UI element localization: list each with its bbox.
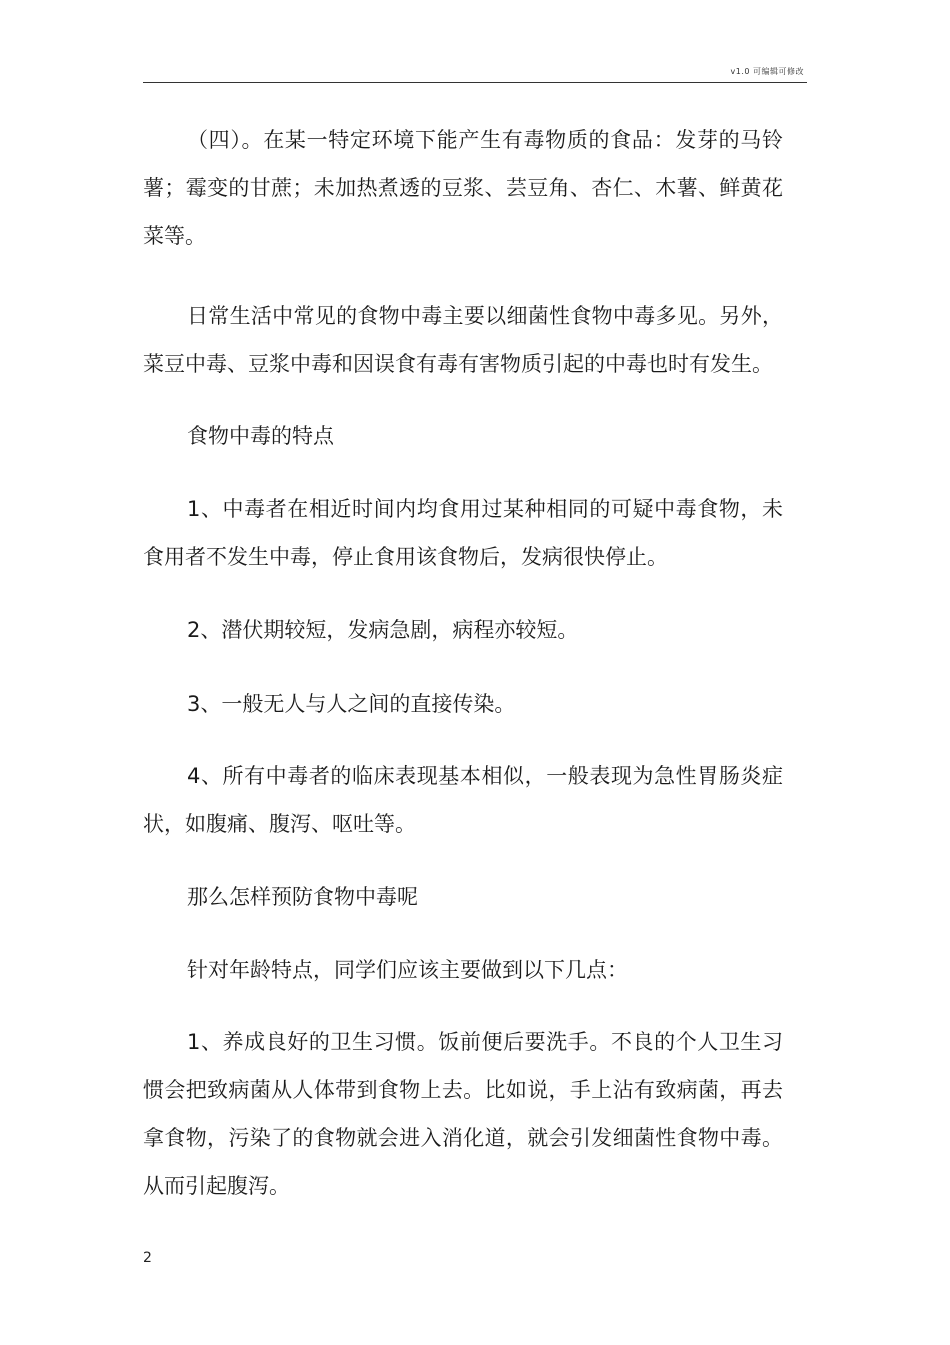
paragraph-prevention-intro: 针对年龄特点，同学们应该主要做到以下几点： xyxy=(187,958,628,982)
page-number: 2 xyxy=(143,1250,152,1266)
paragraph-common-poisoning: 日常生活中常见的食物中毒主要以细菌性食物中毒多见。另外，菜豆中毒、豆浆中毒和因误食有毒有害物质引起的中毒也时有发生。 xyxy=(143,304,783,376)
section-heading-prevention: 那么怎样预防食物中毒呢 xyxy=(187,885,418,909)
paragraph-toxic-foods: （四）。在某一特定环境下能产生有毒物质的食品：发芽的马铃薯；霉变的甘蔗；未加热煮透的豆浆、芸豆角、杏仁、木薯、鲜黄花菜等。 xyxy=(143,128,783,248)
list-item-prevention-1: 1、养成良好的卫生习惯。饭前便后要洗手。不良的个人卫生习惯会把致病菌从人体带到食物上去。比如说，手上沾有致病菌，再去拿食物，污染了的食物就会进入消化道，就会引发细菌性食物中毒。从而引起腹泻。 xyxy=(143,1030,783,1198)
header-version-label: v1.0 可编辑可修改 xyxy=(730,67,804,76)
list-item-characteristic-4: 4、所有中毒者的临床表现基本相似，一般表现为急性胃肠炎症状，如腹痛、腹泻、呕吐等。 xyxy=(143,764,783,836)
header-divider xyxy=(143,82,807,83)
list-item-characteristic-3: 3、一般无人与人之间的直接传染。 xyxy=(187,692,516,716)
list-item-characteristic-1: 1、中毒者在相近时间内均食用过某种相同的可疑中毒食物，未食用者不发生中毒，停止食用该食物后，发病很快停止。 xyxy=(143,497,783,569)
section-heading-characteristics: 食物中毒的特点 xyxy=(187,424,334,448)
list-item-characteristic-2: 2、潜伏期较短，发病急剧，病程亦较短。 xyxy=(187,618,579,642)
